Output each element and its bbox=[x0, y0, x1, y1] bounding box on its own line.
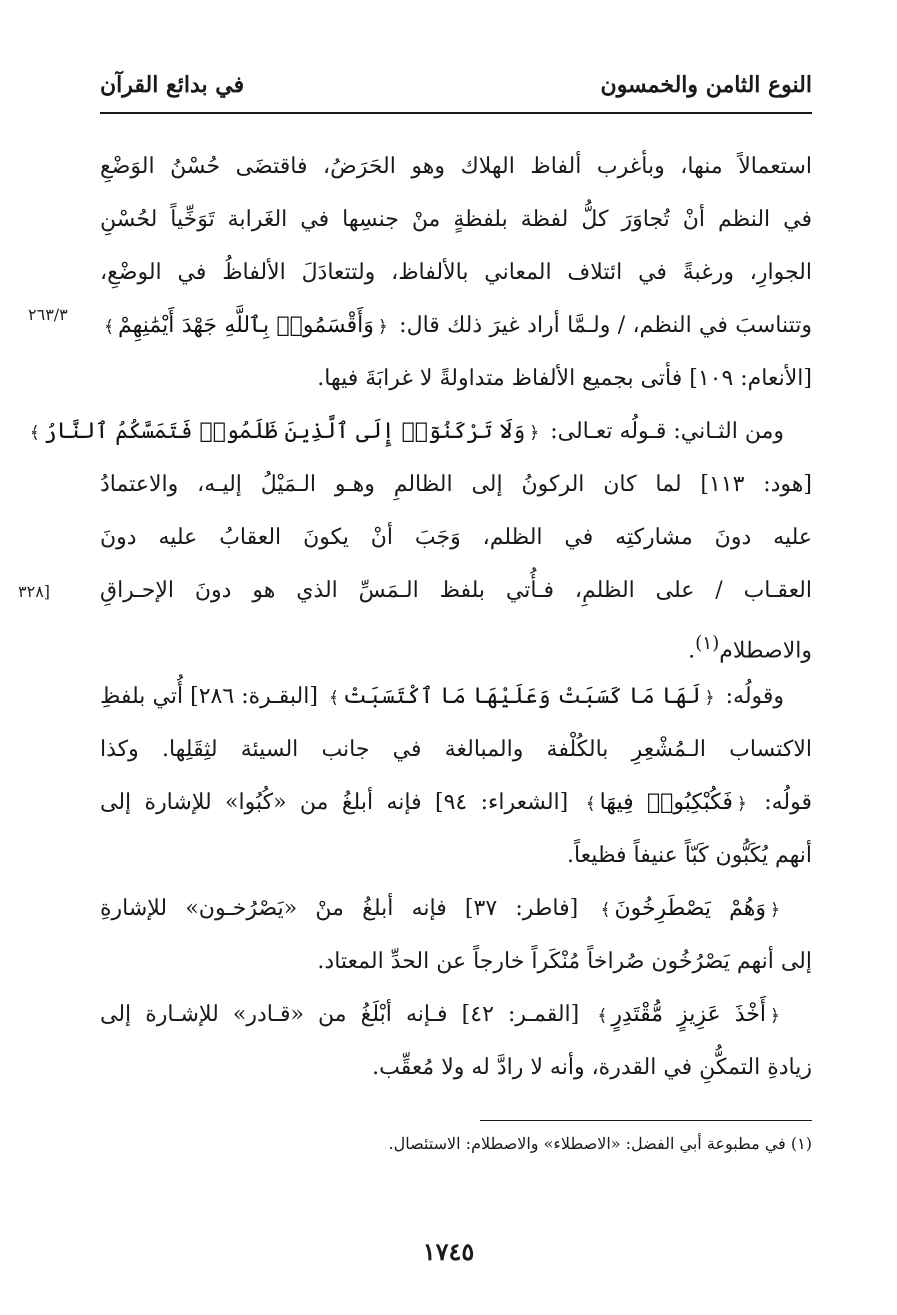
body-line: قولُه: ﴿فَكُبْكِبُوا۟ فِيهَا﴾ [الشعراء: ٩٤] فإنه أبلغُ من «كُبُوا» للإشارة إلى bbox=[100, 790, 812, 815]
ornate-bracket-close: ﴾ bbox=[597, 1006, 608, 1026]
quran-quote: ﴿لَهَا مَا كَسَبَتْ وَعَلَيْهَا مَا ٱكْتَسَبَتْ﴾ bbox=[325, 684, 719, 709]
body-line: أنهم يُكَبُّون كَبّاً عنيفاً فظيعاً. bbox=[567, 843, 812, 868]
running-header bbox=[100, 68, 812, 114]
quran-quote: ﴿وَلَا تَرْكَنُوٓا۟ إِلَى ٱلَّذِينَ ظَلَمُوا۟ فَتَمَسَّكُمُ ٱلنَّارُ﴾ bbox=[26, 419, 543, 444]
book-title: في بدائع القرآن bbox=[100, 72, 245, 98]
margin-note-edition-page: ٢٦٣/٣ bbox=[28, 305, 68, 324]
body-line: ﴿أَخْذَ عَزِيزٍ مُّقْتَدِرٍ﴾ [القمـر: ٤٢] فـإنه أبْلَغُ من «قـادر» للإشـارة إلى bbox=[100, 988, 812, 1041]
ornate-bracket-close: ﴾ bbox=[329, 688, 339, 708]
ornate-bracket-close: ﴾ bbox=[600, 900, 611, 920]
ornate-bracket-open: ﴿ bbox=[770, 900, 780, 920]
ornate-bracket-open: ﴿ bbox=[704, 688, 715, 708]
body-line: إلى أنهم يَصْرُخُون صُراخاً مُنْكَراً خارجاً عن الحدِّ المعتاد. bbox=[317, 949, 812, 974]
ornate-bracket-close: ﴾ bbox=[29, 423, 40, 443]
body-line: في النظم أنْ تُجاوَرَ كلُّ لفظة بلفظةٍ منْ جنسِها في الغَرابة تَوَخِّياً لحُسْنِ bbox=[100, 207, 812, 232]
ornate-bracket-open: ﴿ bbox=[529, 423, 540, 443]
body-line: ﴿وَهُمْ يَصْطَرِخُونَ﴾ [فاطر: ٣٧] فإنه أبلغُ منْ «يَصْرُخـون» للإشارةِ bbox=[100, 882, 812, 935]
footnote: (١) في مطبوعة أبي الفضل: «الاصطلاء» والاصطلام: الاستئصال. bbox=[388, 1134, 812, 1153]
body-line: الاكتساب الـمُشْعِرِ بالكُلْفة والمبالغة في جانب السيئة لثِقَلِها. وكذا bbox=[100, 737, 812, 762]
margin-note-manuscript-page: [٣٢٨ bbox=[18, 582, 51, 601]
quran-quote: ﴿وَأَقْسَمُوا۟ بِٱللَّهِ جَهْدَ أَيْمَٰنِهِمْ﴾ bbox=[100, 313, 392, 338]
body-line: ومن الثـاني: قـولُه تعـالى: ﴿وَلَا تَرْكَنُوٓا۟ إِلَى ٱلَّذِينَ ظَلَمُوا۟ فَتَمَسَّكُمُ ٱلنَّارُ﴾ bbox=[100, 405, 812, 458]
page-number: ١٧٤٥ bbox=[422, 1237, 475, 1266]
chapter-title: النوع الثامن والخمسون bbox=[600, 72, 812, 98]
quran-quote: ﴿أَخْذَ عَزِيزٍ مُّقْتَدِرٍ﴾ bbox=[593, 1002, 784, 1027]
body-line: استعمالاً منها، وبأغرب ألفاظ الهلاك وهو الحَرَضُ، فاقتضَى حُسْنُ الوَضْعِ bbox=[100, 154, 812, 179]
quran-quote: ﴿وَهُمْ يَصْطَرِخُونَ﴾ bbox=[596, 896, 784, 921]
ornate-bracket-open: ﴿ bbox=[377, 317, 388, 337]
body-line: الجوارِ، ورغبةً في ائتلاف المعاني بالألفاظ، ولتتعادَلَ الألفاظُ في الوضْعِ، bbox=[100, 260, 812, 285]
footnote-separator bbox=[480, 1120, 812, 1121]
body-line: [الأنعام: ١٠٩] فأتى بجميع الألفاظ متداولةً لا غرابَةَ فيها. bbox=[317, 366, 812, 391]
body-line: وتتناسبَ في النظم، / ولـمَّا أراد غيرَ ذلك قال: ﴿وَأَقْسَمُوا۟ بِٱللَّهِ جَهْدَ أَيْمَٰنِهِمْ﴾ bbox=[100, 299, 812, 352]
body-line: عليه دونَ مشاركتِه في الظلم، وَجَبَ أنْ يكونَ العقابُ عليه دونَ bbox=[100, 525, 812, 550]
ornate-bracket-close: ﴾ bbox=[104, 317, 114, 337]
body-line: والاصطلام$^{(١)}$. bbox=[688, 633, 812, 664]
body-line: زيادةِ التمكُّنِ في القدرة، وأنه لا رادَّ له ولا مُعقِّب. bbox=[372, 1055, 812, 1080]
body-line: وقولُه: ﴿لَهَا مَا كَسَبَتْ وَعَلَيْهَا مَا ٱكْتَسَبَتْ﴾ [البقـرة: ٢٨٦] أُتي بلفظِ bbox=[100, 684, 785, 709]
quran-quote: ﴿فَكُبْكِبُوا۟ فِيهَا﴾ bbox=[582, 790, 751, 815]
ornate-bracket-close: ﴾ bbox=[585, 794, 596, 814]
footnote-marker: (١) bbox=[695, 633, 720, 654]
body-line: العقـاب / على الظلمِ، فـأُتي بلفظ الـمَسِّ الذي هو دونَ الإحـراقِ bbox=[100, 578, 812, 603]
ornate-bracket-open: ﴿ bbox=[770, 1006, 780, 1026]
body-line: [هود: ١١٣] لما كان الركونُ إلى الظالمِ وهـو الـمَيْلُ إليـه، والاعتمادُ bbox=[100, 472, 812, 497]
ornate-bracket-open: ﴿ bbox=[736, 794, 747, 814]
